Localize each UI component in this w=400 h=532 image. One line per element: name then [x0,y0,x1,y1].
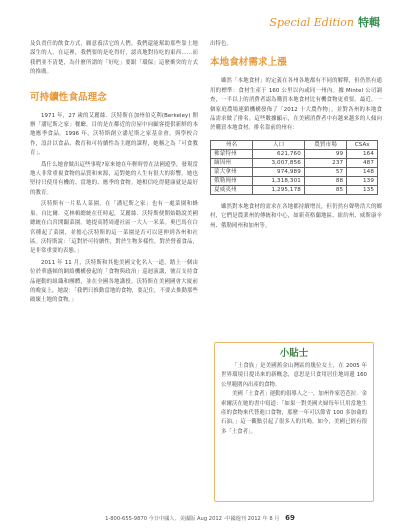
right-paragraph-0: 出特色。 [210,41,232,47]
heading-local-demand: 本地食材需求上漲 [210,57,287,69]
table-cell: 148 [347,167,378,176]
table-header-row [211,140,378,149]
table-row [211,176,378,185]
section-header [269,14,380,30]
right-column [210,40,382,233]
right-paragraph-2: 雖然對本地食材的需求在各地都持續增長，但仍然有聲勢浩大的鄉村，它們是農業州的傳統和中心，如新英格蘭地區、紐約州、威斯康辛州、俄勒岡州和加州等。 [210,203,382,229]
left-paragraph-0: 及負責任的飲食方式，願意養活它的人們。我們還能幫助那些靠土地謀生的人。在這裡，我們要的是吃得好，認真地對待吃的東西……而我們並不清楚，為什麼所謂的「好吃」要跟「環保」這麼衝突的方式的推廣。 [30,41,198,76]
table-cell: 俄勒岡州 [211,176,253,185]
left-column [30,40,198,308]
tip-paragraph-2: 美國「土食者」運動的倡導人之一，加州作家芭芭拉．金索爾沃在她的書中寫道：「如果一對美國夫婦每年只用當地生產的食物來代替進口食物，那麼一年可以節省 100 多加侖的石油。」這一觀點引起了很多人的共鳴。如今，美國已經有很多「土食者」。 [221,391,367,435]
table-cell: 99 [304,149,346,158]
table-row [211,185,378,194]
left-paragraph-3: 沃特斯有一片私人菜園，在「潘尼斯之家」也有一處菜園和蜂巢。自比爾．克林頓總統在任時起，艾麗絲．沃特斯便開始勸說美國總統在白宮開闢菜園。她提高將周邊社區一大人一米菜。奧巴馬在白宮種起了菜園，並擔心沃特斯的這一菜園是否可以延伸到各州和社區。沃特斯說：「這對於可持續性，對於生物多樣性，對於營養食品，是非常重要的表態。」 [30,201,198,255]
table-cell: 緬因州 [211,158,253,167]
table-header-cell: CSAs [347,140,378,149]
table-cell: 3,007,856 [253,158,305,167]
table-cell: 蒙大拿州 [211,167,253,176]
right-paragraph-1: 雖然「本地食材」的定義在各州各地都有不同的解釋，但仍然有通用的標準：食材生產于 160 公里以內或同一州內。據 Mintel 公司調查，一半以上的消費者認為購買本地食材比有機食物更重要。最近，一個家庭農場連鎖機構發佈了「2012 十大農作物」，並對各州的本地食品需求做了排名。這些數據顯示，在美國消費者中有越來越多的人傾向於購買本地食材。排名靠前的州有： [210,78,382,132]
tip-title: 小貼士 [279,348,309,359]
table-header-cell: 農貿市場 [304,140,346,149]
table-cell: 1,295,178 [253,185,305,194]
left-paragraph-1: 1971 年，27 歲的艾麗絲．沃特斯在加州伯克利(Berkeley) 開辦「潘尼斯之家」餐廳，目的是在鄰近的房屋中向顧客提供新鮮的本地應季食品。1996 年，沃特斯創立潘尼斯之家基金會，與學校合作，設計以食品、教育和可持續性為主題的課程，她稱之為「可食教育」。 [30,112,198,157]
left-paragraph-4: 2011 年 11 月，沃特斯和其他美國文化名人一道，踏上一個由位於華盛頓的網絡機構發起的「食物與政治」巡迴演講，號召支持食品運動的組織和團體，並在全國各地講授。沃特斯在美國國會大廈前的晚宴上，她說：「我們只推動當地的食物，要記住，不要去推動那些破壞土地的食物。」 [30,259,198,304]
tip-paragraph-1: 「土食族」是美國舊金山灣區的幾位女士，在 2005 年世界環境日提出來的新概念，意思是只食用居住地周邊 160 公里範圍內出產的食物。 [221,363,367,388]
footer-text: 1-800-655-9870 今日中國人．美國版 Aug 2012 ·中國週刊 2012 年 8 月 [105,516,280,522]
table-cell: 139 [347,176,378,185]
table-cell: 974,989 [253,167,305,176]
table-row [211,149,378,158]
table-row [211,158,378,167]
table-cell: 164 [347,149,378,158]
table-cell: 237 [304,158,346,167]
table-header-cell: 人口 [253,140,305,149]
table-row [211,167,378,176]
table-cell: 88 [304,176,346,185]
table-header-cell: 州名 [211,140,253,149]
table-cell: 85 [304,185,346,194]
tip-box [214,342,374,502]
table-cell: 佛蒙特州 [211,149,253,158]
table-cell: 57 [304,167,346,176]
page-number: 69 [285,514,295,522]
table-cell: 621,760 [253,149,305,158]
table-cell: 487 [347,158,378,167]
table-cell: 1,318,301 [253,176,305,185]
table-cell: 135 [347,185,378,194]
heading-sustainable-food: 可持續性食品理念 [30,91,107,103]
table-cell: 夏威夷州 [211,185,253,194]
state-ranking-table [210,140,378,195]
section-title-en: Special Edition [269,16,354,29]
page-footer [0,514,400,522]
left-paragraph-2: 爲什么她會做出這些事呢?原來她在年輕時曾在法國遊學，發現當地人非常重視食物的品質和來源，這對她的人生有很大的影響。她也堅持只使用有機的、當地的、應季的食物。她相信吃得健康就是最好的教育。 [30,161,198,196]
section-title-zh: 特輯 [358,16,380,29]
